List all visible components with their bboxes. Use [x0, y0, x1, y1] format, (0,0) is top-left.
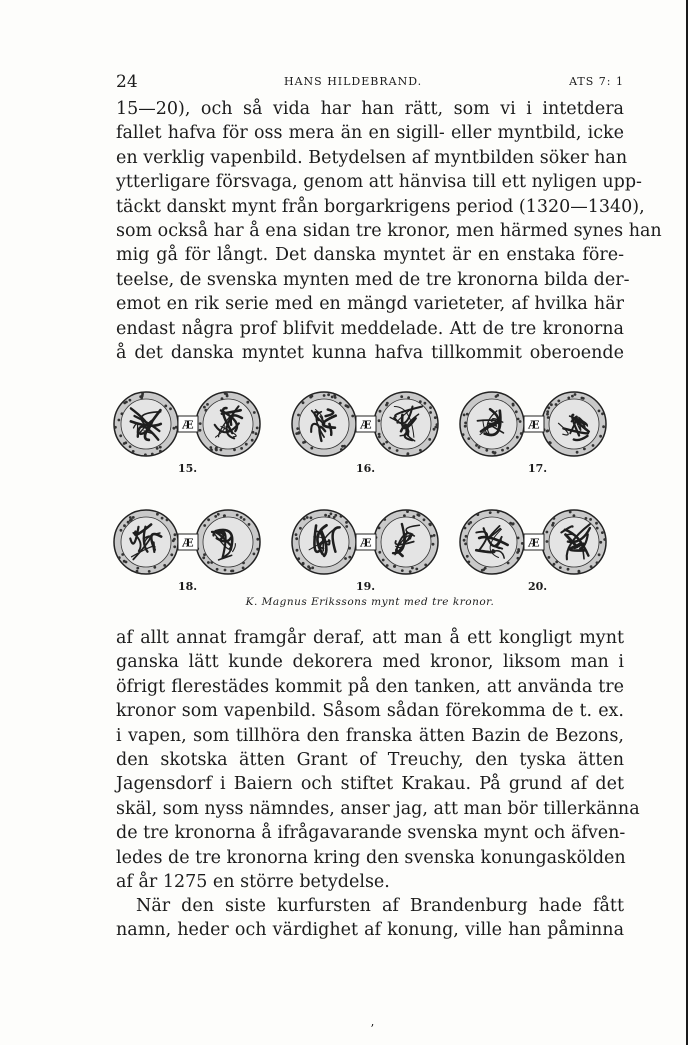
silver-mark-box: [176, 414, 200, 434]
text-line: ledes de tre kronorna kring den svenska konungaskölden: [116, 847, 626, 868]
text-line: mig gå för långt. Det danska myntet är en enstaka före-: [116, 245, 624, 266]
text-line: 15—20), och så vida har han rätt, som vi i intetdera: [116, 99, 624, 119]
coin-number-label: 18.: [178, 580, 198, 593]
silver-mark-box: [176, 532, 200, 552]
silver-mark: Æ: [182, 418, 194, 432]
silver-mark: Æ: [182, 536, 194, 550]
text-line: af allt annat framgår deraf, att man å ett kongligt mynt: [116, 628, 624, 648]
coin-obverse-image: [458, 390, 526, 458]
coin-reverse-image: [540, 508, 608, 576]
text-line: i vapen, som tillhöra den franska ätten Bazin de Bezons,: [116, 725, 624, 746]
coin-pair: [290, 384, 440, 475]
coin-reverse-image: [372, 508, 440, 576]
coin-pair: [458, 384, 608, 475]
running-header: [116, 72, 624, 92]
coin-reverse-image: [194, 390, 262, 458]
coin-number-label: 17.: [528, 462, 548, 475]
coin-pair: [112, 384, 262, 475]
text-line: namn, heder och värdighet af konung, ville han påminna: [116, 920, 624, 941]
text-line: öfrigt flerestädes kommit på den tanken, att använda tre: [116, 676, 624, 697]
text-line: en verklig vapenbild. Betydelsen af myntbilden söker han: [116, 147, 628, 168]
silver-mark: Æ: [360, 418, 372, 432]
text-line: som också har å ena sidan tre kronor, men härmed synes han: [116, 220, 662, 241]
coin-pair: [290, 502, 440, 593]
text-line: ytterligare försvaga, genom att hänvisa till ett nyligen upp-: [116, 172, 642, 193]
text-line: täckt danskt mynt från borgarkrigens period (1320—1340),: [116, 196, 645, 217]
signature-mark: ATS 7: 1: [569, 75, 624, 88]
silver-mark-box: [354, 532, 378, 552]
coin-obverse-image: [290, 390, 358, 458]
coin-number-label: 19.: [356, 580, 376, 593]
running-head-author: HANS HILDEBRAND.: [284, 75, 423, 88]
text-line: Jagensdorf i Baiern och stiftet Krakau. På grund af det: [116, 774, 624, 795]
coin-obverse-image: [112, 390, 180, 458]
text-line: kronor som vapenbild. Såsom sådan förekomma de t. ex.: [116, 701, 624, 722]
silver-mark-box: [522, 414, 546, 434]
coin-obverse-image: [112, 508, 180, 576]
silver-mark-box: [522, 532, 546, 552]
text-line: den skotska ätten Grant of Treuchy, den tyska ätten: [116, 749, 624, 770]
coin-obverse-image: [458, 508, 526, 576]
text-line: de tre kronorna å ifrågavarande svenska mynt och äfven-: [116, 823, 626, 844]
stray-mark: ʼ: [370, 1022, 374, 1036]
text-line: fallet hafva för oss mera än en sigill- eller myntbild, icke: [116, 123, 624, 144]
silver-mark-box: [354, 414, 378, 434]
text-line: emot en rik serie med en mängd varieteter, af hvilka här: [116, 294, 624, 315]
coin-figure: [112, 384, 628, 614]
coin-reverse-image: [194, 508, 262, 576]
coin-number-label: 16.: [356, 462, 376, 475]
page-number: 24: [116, 72, 138, 92]
coin-obverse-image: [290, 508, 358, 576]
coin-pair: [112, 502, 262, 593]
silver-mark: Æ: [528, 536, 540, 550]
text-line: endast några prof blifvit meddelade. Att de tre kronorna: [116, 318, 624, 339]
coin-reverse-image: [540, 390, 608, 458]
text-line: å det danska myntet kunna hafva tillkommit oberoende: [116, 342, 624, 363]
text-line: af år 1275 en större betydelse.: [116, 871, 390, 892]
paragraph-bottom: [116, 626, 640, 894]
paragraph-last: [116, 894, 624, 943]
paragraph-top: [116, 97, 662, 365]
text-line: När den siste kurfursten af Brandenburg hade fått: [136, 896, 624, 916]
silver-mark: Æ: [528, 418, 540, 432]
silver-mark: Æ: [360, 536, 372, 550]
coin-number-label: 20.: [528, 580, 548, 593]
coin-number-label: 15.: [178, 462, 198, 475]
coin-pair: [458, 502, 608, 593]
text-line: skäl, som nyss nämndes, anser jag, att man bör tillerkänna: [116, 798, 640, 819]
figure-caption: K. Magnus Erikssons mynt med tre kronor.: [245, 596, 495, 608]
text-line: teelse, de svenska mynten med de tre kronorna bilda der-: [116, 269, 630, 290]
coin-reverse-image: [372, 390, 440, 458]
text-line: ganska lätt kunde dekorera med kronor, liksom man i: [116, 652, 624, 673]
